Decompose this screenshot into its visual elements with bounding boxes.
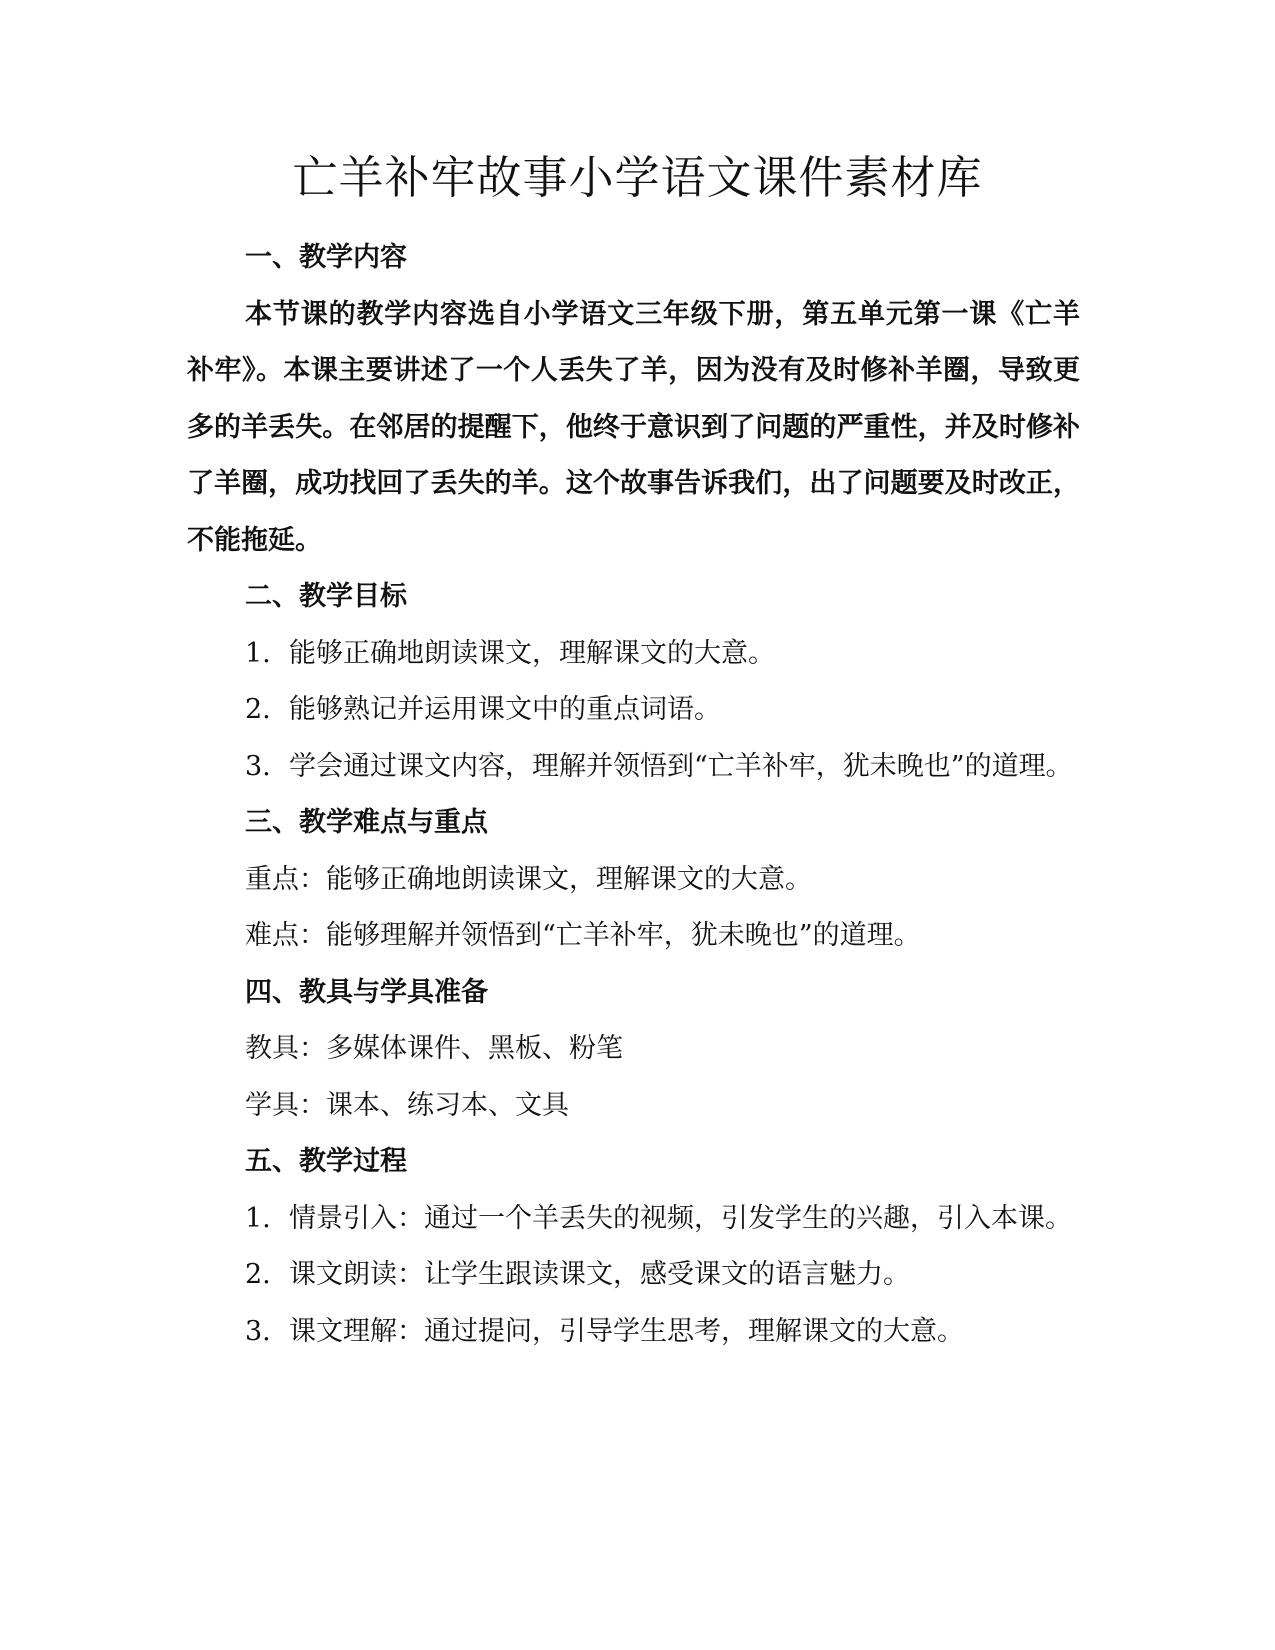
list-item-number: 3.	[245, 750, 271, 782]
list-item-number: 1.	[245, 1202, 271, 1234]
section-heading: 四、教具与学具准备	[245, 976, 488, 1008]
list-item-number: 3.	[245, 1315, 271, 1347]
list-item	[187, 1191, 1080, 1248]
list-item-text: 能够熟记并运用课文中的重点词语。	[289, 694, 721, 725]
learning-aids-line: 学具：课本、练习本、文具	[245, 1089, 569, 1121]
difficulty-line: 难点：能够理解并领悟到“亡羊补牢，犹未晚也”的道理。	[245, 920, 921, 951]
key-point-line: 重点：能够正确地朗读课文，理解课文的大意。	[245, 863, 812, 895]
teaching-aids-line: 教具：多媒体课件、黑板、粉笔	[245, 1033, 623, 1064]
section-heading: 一、教学内容	[245, 242, 407, 273]
list-item-text: 课文朗读：让学生跟读课文，感受课文的语言魅力。	[289, 1259, 910, 1290]
list-item-text: 学会通过课文内容，理解并领悟到“亡羊补牢，犹未晚也”的道理。	[289, 750, 1073, 782]
list-item	[187, 626, 1080, 683]
section-heading: 二、教学目标	[245, 581, 407, 612]
page-title: 亡羊补牢故事小学语文课件素材库	[292, 151, 983, 204]
list-item-text: 课文理解：通过提问，引导学生思考，理解课文的大意。	[289, 1315, 964, 1347]
list-item	[187, 1247, 1080, 1304]
section-heading: 五、教学过程	[245, 1146, 407, 1177]
list-item	[187, 739, 1080, 796]
list-item-text: 能够正确地朗读课文，理解课文的大意。	[289, 637, 775, 669]
body-paragraph: 本节课的教学内容选自小学语文三年级下册，第五单元第一课《亡羊补牢》。本课主要讲述了一个人丢失了羊，因为没有及时修补羊圈，导致更多的羊丢失。在邻居的提醒下，他终于意识到了问题的严重性，并及时修补了羊圈，成功找回了丢失的羊。这个故事告诉我们，出了问题要及时改正，不能拖延。	[187, 298, 1080, 556]
section-heading: 三、教学难点与重点	[245, 807, 488, 838]
document-body	[187, 230, 1080, 1360]
list-item-text: 情景引入：通过一个羊丢失的视频，引发学生的兴趣，引入本课。	[289, 1202, 1072, 1234]
list-item	[187, 1304, 1080, 1361]
list-item	[187, 682, 1080, 739]
list-item-number: 1.	[245, 637, 271, 669]
list-item-number: 2.	[245, 1259, 271, 1290]
list-item-number: 2.	[245, 694, 271, 725]
